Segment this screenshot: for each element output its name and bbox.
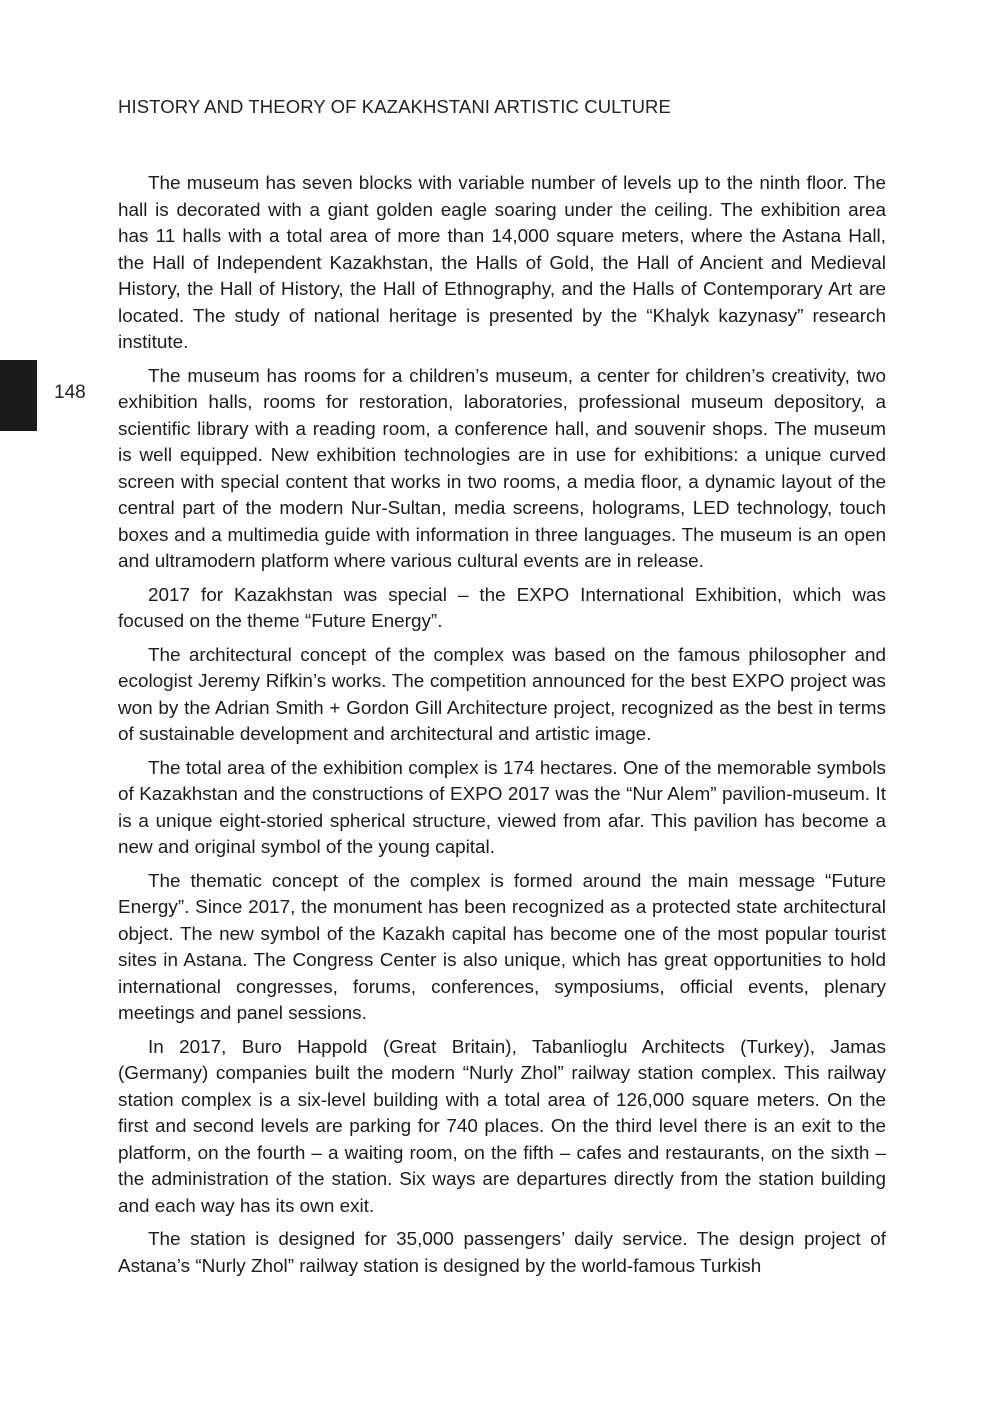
body-text bbox=[118, 171, 886, 1287]
paragraph: The museum has seven blocks with variable number of levels up to the ninth floor. The hall is decorated with a giant golden eagle soaring under the ceiling. The exhibition area has 11 halls with a total area of more than 14,000 square meters, where the Astana Hall, the Hall of Independent Kazakhstan, the Halls of Gold, the Hall of Ancient and Medieval History, the Hall of History, the Hall of Ethnography, and the Halls of Contemporary Art are located. The study of national heritage is presented by the “Khalyk kazynasy” research institute. bbox=[118, 173, 886, 353]
paragraph: The architectural concept of the complex was based on the famous philosopher and ecologist Jeremy Rifkin’s works. The competition announced for the best EXPO project was won by the Adrian Smith + Gordon Gill Architecture project, recognized as the best in terms of sustainable development and architectural and artistic image. bbox=[118, 644, 886, 745]
paragraph: 2017 for Kazakhstan was special – the EXPO International Exhibition, which was focused on the theme “Future Energy”. bbox=[118, 584, 886, 632]
running-header: HISTORY AND THEORY OF KAZAKHSTANI ARTISTIC CULTURE bbox=[118, 96, 671, 117]
page-number: 148 bbox=[54, 382, 86, 403]
paragraph: The thematic concept of the complex is formed around the main message “Future Energy”. Since 2017, the monument has been recognized as a protected state architectural object. The new symbol of the Kazakh capital has become one of the most popular tourist sites in Astana. The Congress Center is also unique, which has great opportunities to hold international congresses, forums, conferences, symposiums, official events, plenary meetings and panel sessions. bbox=[118, 870, 886, 1024]
page-thumb-tab bbox=[0, 360, 37, 431]
paragraph: The station is designed for 35,000 passengers’ daily service. The design project of Astana’s “Nurly Zhol” railway station is designed by the world-famous Turkish bbox=[118, 1229, 886, 1277]
paragraph: The total area of the exhibition complex is 174 hectares. One of the memorable symbols of Kazakhstan and the constructions of EXPO 2017 was the “Nur Alem” pavilion-museum. It is a unique eight-storied spherical structure, viewed from afar. This pavilion has become a new and original symbol of the young capital. bbox=[118, 757, 886, 858]
paragraph: In 2017, Buro Happold (Great Britain), Tabanlioglu Architects (Turkey), Jamas (Germany) companies built the modern “Nurly Zhol” railway station complex. This railway station complex is a six-level building with a total area of 126,000 square meters. On the first and second levels are parking for 740 places. On the third level there is an exit to the platform, on the fourth – a waiting room, on the fifth – cafes and restaurants, on the sixth – the administration of the station. Six ways are departures directly from the station building and each way has its own exit. bbox=[118, 1036, 886, 1217]
paragraph: The museum has rooms for a children’s museum, a center for children’s creativity, two exhibition halls, rooms for restoration, laboratories, professional museum depository, a scientific library with a reading room, a conference hall, and souvenir shops. The museum is well equipped. New exhibition technologies are in use for exhibitions: a unique curved screen with special content that works in two rooms, a media floor, a dynamic layout of the central part of the modern Nur-Sultan, media screens, holograms, LED technology, touch boxes and a multimedia guide with information in three languages. The museum is an open and ultramodern platform where various cultural events are in release. bbox=[118, 365, 886, 572]
